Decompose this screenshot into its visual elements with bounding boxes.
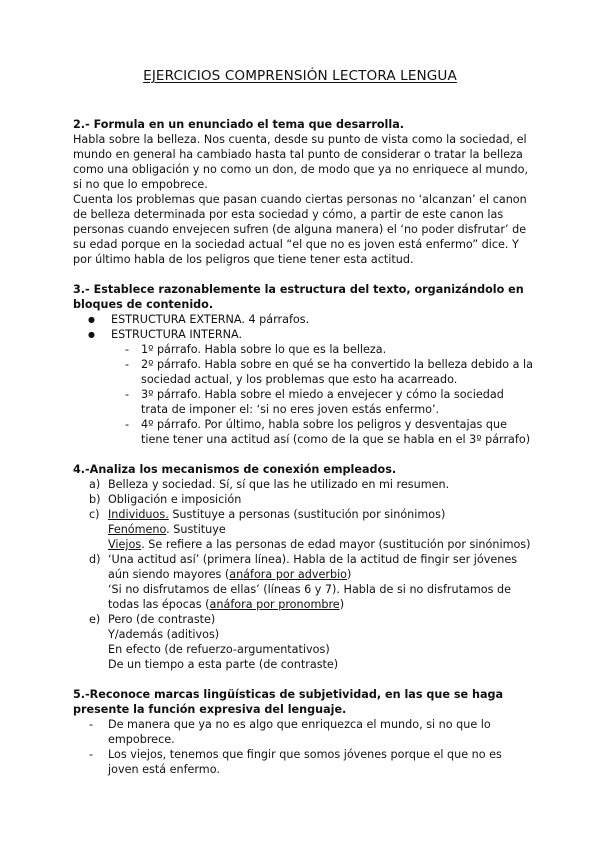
item-text: ‘Una actitud así’ (primera línea). Habla de la actitud de fingir ser jóvenes aún siendo mayores ( [108, 553, 518, 581]
structure-internal [73, 327, 533, 342]
item-line [108, 537, 533, 552]
structure-internal-label: ESTRUCTURA INTERNA. [111, 328, 243, 341]
question-5: 5.-Reconoce marcas lingüísticas de subjetividad, en las que se haga presente la función expresiva del lenguaje. [73, 688, 504, 716]
connector-item-d [73, 552, 533, 612]
connector-item-a [73, 477, 533, 492]
section-5 [73, 687, 533, 777]
paragraph-item: - 1º párrafo. Habla sobre lo que es la belleza. [73, 342, 533, 357]
item-text: ) [347, 568, 352, 581]
answer-2-paragraph-1: Habla sobre la belleza. Nos cuenta, desde su punto de vista como la sociedad, el mundo en general ha cambiado hasta tal punto de considerar o tratar la belleza como una obligación y no como un don, de modo que ya no enriquece al mundo, si no que lo empobrece. [73, 133, 528, 191]
section-2 [73, 117, 533, 267]
item-line [108, 582, 533, 612]
item-text: Belleza y sociedad. Sí, sí que las he utilizado en mi resumen. [108, 478, 450, 491]
connector-item-e [73, 612, 533, 672]
item-marker: c) [89, 508, 100, 521]
item-marker: a) [89, 478, 101, 491]
item-line: Pero (de contraste) [108, 613, 216, 626]
paragraph-item: - 3º párrafo. Habla sobre el miedo a envejecer y cómo la sociedad trata de imponer el: ‘si no eres joven estás enfermo’. [73, 387, 533, 417]
item-line: Y/además (aditivos) [108, 628, 220, 641]
structure-external: ● ESTRUCTURA EXTERNA. 4 párrafos. [73, 312, 533, 327]
subjectivity-item: - De manera que ya no es algo que enriquezca el mundo, si no que lo empobrece. [73, 717, 533, 747]
paragraph-item: - 2º párrafo. Habla sobre en qué se ha convertido la belleza debido a la sociedad actual, y los problemas que esto ha acarreado. [73, 357, 533, 387]
question-2: 2.- Formula en un enunciado el tema que desarrolla. [73, 118, 405, 131]
item-line [108, 507, 533, 522]
item-marker: b) [89, 493, 101, 506]
item-text: Obligación e imposición [108, 493, 242, 506]
paragraph-list [73, 342, 533, 447]
item-marker: e) [89, 613, 101, 626]
question-4: 4.-Analiza los mecanismos de conexión empleados. [73, 463, 397, 476]
item-text: . Se refiere a las personas de edad mayor (sustitución por sinónimos) [141, 538, 531, 551]
structure-list [73, 312, 533, 342]
question-3: 3.- Establece razonablemente la estructura del texto, organizándolo en bloques de contenido. [73, 283, 524, 311]
document-title: EJERCICIOS COMPRENSIÓN LECTORA LENGUA [143, 68, 457, 84]
paragraph-item: - 4º párrafo. Por último, habla sobre los peligros y desventajas que tiene tener una actitud así (como de la que se habla en el 3º párrafo) [73, 417, 533, 447]
subjectivity-item: - Los viejos, tenemos que fingir que somos jóvenes porque el que no es joven está enfermo. [73, 747, 533, 777]
item-text: Sustituye a personas (sustitución por sinónimos) [168, 508, 446, 521]
item-line: De un tiempo a esta parte (de contraste) [108, 658, 339, 671]
answer-2-paragraph-2: Cuenta los problemas que pasan cuando ciertas personas no ‘alcanzan’ el canon de belleza determinada por esta sociedad y cómo, a partir de este canon las personas cuando envejecen sufren (de alguna manera) el ‘no poder disfrutar’ de su edad porque en la sociedad actual “el que no es joven está enfermo” dice. Y por último habla de los peligros que tiene tener esta actitud. [73, 193, 527, 266]
document-body [73, 117, 533, 792]
section-3 [73, 282, 533, 447]
connector-list [73, 477, 533, 672]
item-line [108, 522, 533, 537]
underlined-word: Fenómeno [108, 523, 167, 536]
item-line: En efecto (de refuerzo-argumentativos) [108, 643, 330, 656]
underlined-word: Individuos. [108, 508, 169, 521]
underlined-term: anáfora por pronombre [209, 598, 340, 611]
connector-item-b [73, 492, 533, 507]
item-text: ‘Si no disfrutamos de ellas’ (líneas 6 y 7). Habla de si no disfrutamos de todas las épocas ( [108, 583, 511, 611]
item-marker: d) [89, 553, 101, 566]
item-line [108, 552, 533, 582]
item-text: . Sustituye [166, 523, 226, 536]
section-4 [73, 462, 533, 672]
underlined-term: anáfora por adverbio [229, 568, 348, 581]
item-text: ) [339, 598, 345, 611]
connector-item-c [73, 507, 533, 552]
underlined-word: Viejos [108, 538, 142, 551]
subjectivity-list [73, 717, 533, 777]
